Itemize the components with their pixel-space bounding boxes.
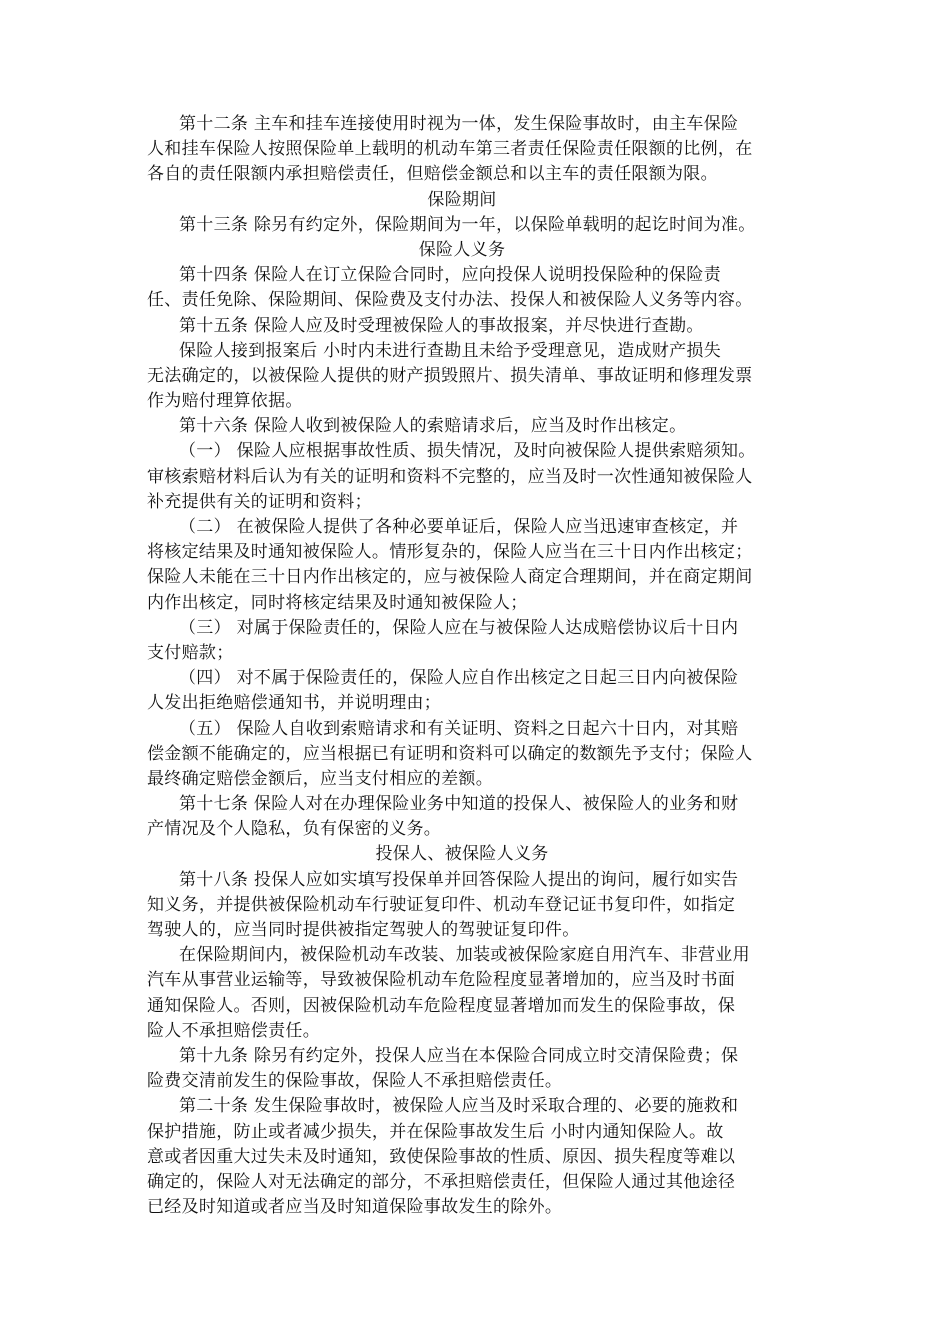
document-text-line: 第十九条 除另有约定外，投保人应当在本保险合同成立时交清保险费；保 — [179, 1045, 739, 1066]
document-text-line: 内作出核定，同时将核定结果及时通知被保险人； — [147, 592, 528, 613]
section-heading: 保险期间 — [427, 189, 497, 210]
document-text-line: 无法确定的，以被保险人提供的财产损毁照片、损失清单、事故证明和修理发票 — [147, 365, 753, 386]
document-text-line: 第二十条 发生保险事故时，被保险人应当及时采取合理的、必要的施救和 — [179, 1096, 739, 1117]
document-text-line: （三） 对属于保险责任的，保险人应在与被保险人达成赔偿协议后十日内 — [179, 617, 739, 638]
document-text-line: 任、责任免除、保险期间、保险费及支付办法、投保人和被保险人义务等内容。 — [147, 290, 753, 311]
document-text-line: 支付赔款； — [147, 642, 234, 663]
document-text-line: 最终确定赔偿金额后，应当支付相应的差额。 — [147, 768, 493, 789]
document-text-line: （一） 保险人应根据事故性质、损失情况，及时向被保险人提供索赔须知。 — [179, 441, 756, 462]
document-text-line: 将核定结果及时通知被保险人。情形复杂的，保险人应当在三十日内作出核定； — [147, 542, 753, 563]
document-text-line: 审核索赔材料后认为有关的证明和资料不完整的，应当及时一次性通知被保险人 — [147, 466, 753, 487]
document-text-line: （五） 保险人自收到索赔请求和有关证明、资料之日起六十日内，对其赔 — [179, 718, 739, 739]
document-text-line: 险人不承担赔偿责任。 — [147, 1020, 320, 1041]
document-text-line: 产情况及个人隐私，负有保密的义务。 — [147, 819, 442, 840]
document-text-line: 驾驶人的，应当同时提供被指定驾驶人的驾驶证复印件。 — [147, 920, 580, 940]
document-text-line: 人和挂车保险人按照保险单上载明的机动车第三者责任保险责任限额的比例，在 — [147, 139, 753, 160]
document-text-line: 各自的责任限额内承担赔偿责任，但赔偿金额总和以主车的责任限额为限。 — [147, 164, 718, 185]
document-text-line: 险费交清前发生的保险事故，保险人不承担赔偿责任。 — [147, 1071, 563, 1092]
document-text-line: 第十六条 保险人收到被保险人的索赔请求后，应当及时作出核定。 — [179, 416, 687, 437]
document-text-line: 保险人接到报案后 小时内未进行查勘且未给予受理意见，造成财产损失 — [179, 340, 722, 361]
document-text-line: （四） 对不属于保险责任的，保险人应自作出核定之日起三日内向被保险 — [179, 668, 739, 689]
document-text-line: 第十三条 除另有约定外，保险期间为一年，以保险单载明的起讫时间为准。 — [179, 214, 756, 235]
document-text-line: 第十七条 保险人对在办理保险业务中知道的投保人、被保险人的业务和财 — [179, 794, 739, 815]
document-text-line: 意或者因重大过失未及时通知，致使保险事故的性质、原因、损失程度等难以 — [147, 1146, 736, 1167]
document-text-line: 通知保险人。否则，因被保险机动车危险程度显著增加而发生的保险事故，保 — [147, 995, 736, 1016]
document-text-line: 保护措施，防止或者减少损失，并在保险事故发生后 小时内通知保险人。故 — [147, 1121, 724, 1142]
document-text-line: 作为赔付理算依据。 — [147, 391, 303, 412]
document-text-line: 人发出拒绝赔偿通知书，并说明理由； — [147, 693, 442, 714]
document-text-line: 第十八条 投保人应如实填写投保单并回答保险人提出的询问，履行如实告 — [179, 869, 739, 890]
document-text-line: 第十五条 保险人应及时受理被保险人的事故报案，并尽快进行查勘。 — [179, 315, 704, 336]
document-text-line: 第十四条 保险人在订立保险合同时，应向投保人说明投保险种的保险责 — [179, 265, 722, 286]
document-text-line: （二） 在被保险人提供了各种必要单证后，保险人应当迅速审查核定，并 — [179, 517, 739, 537]
document-text-line: 确定的，保险人对无法确定的部分，不承担赔偿责任，但保险人通过其他途径 — [147, 1171, 736, 1192]
document-text-line: 补充提供有关的证明和资料； — [147, 491, 372, 512]
document-text-line: 偿金额不能确定的，应当根据已有证明和资料可以确定的数额先予支付；保险人 — [147, 743, 753, 764]
section-heading: 投保人、被保险人义务 — [375, 844, 549, 865]
document-text-line: 保险人未能在三十日内作出核定的，应与被保险人商定合理期间，并在商定期间 — [147, 567, 753, 588]
document-body — [147, 112, 837, 1220]
section-heading: 保险人义务 — [418, 239, 506, 260]
document-text-line: 汽车从事营业运输等，导致被保险机动车危险程度显著增加的，应当及时书面 — [147, 970, 736, 991]
document-text-line: 已经及时知道或者应当及时知道保险事故发生的除外。 — [147, 1197, 563, 1218]
document-text-line: 第十二条 主车和挂车连接使用时视为一体，发生保险事故时，由主车保险 — [179, 114, 739, 134]
document-text-line: 在保险期间内，被保险机动车改装、加装或被保险家庭自用汽车、非营业用 — [179, 945, 750, 966]
document-text-line: 知义务，并提供被保险机动车行驶证复印件、机动车登记证书复印件，如指定 — [147, 894, 736, 915]
